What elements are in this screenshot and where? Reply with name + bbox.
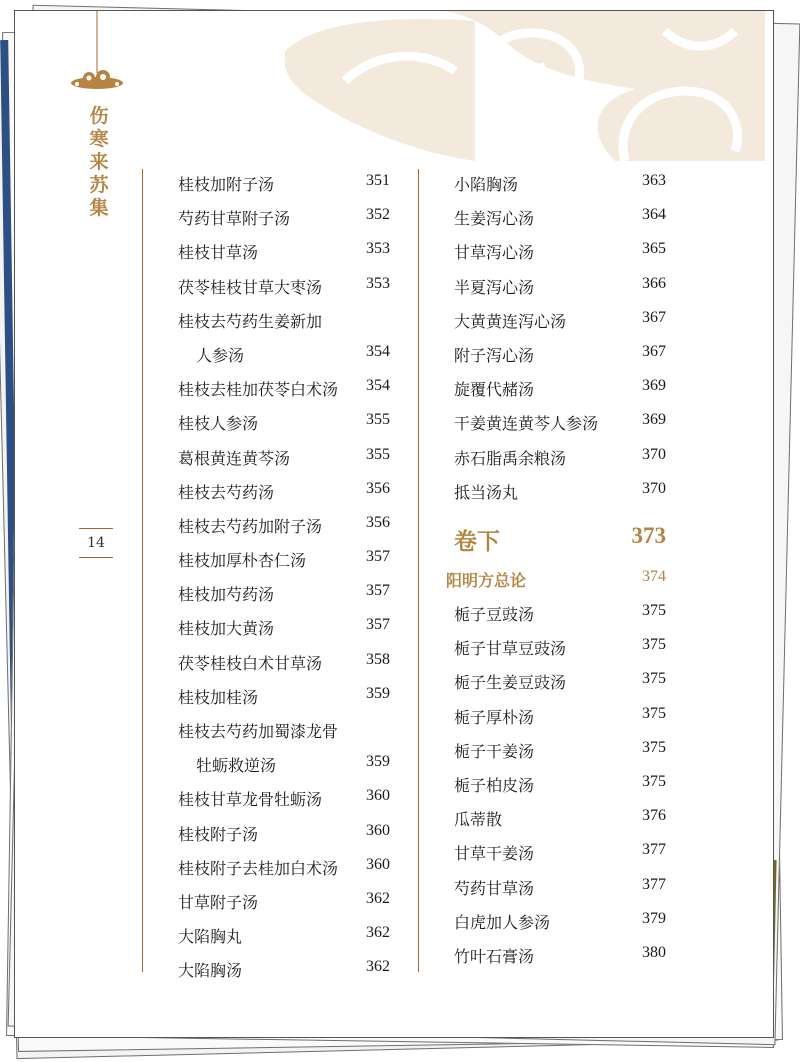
toc-entry[interactable] [454, 698, 666, 732]
toc-entry-page: 351 [366, 172, 390, 189]
toc-entry-page: 362 [366, 958, 390, 976]
toc-entry[interactable] [454, 869, 666, 903]
toc-entry-title: 桂枝去芍药生姜新加 [178, 311, 323, 331]
toc-entry-page: 365 [642, 240, 666, 258]
toc-entry[interactable] [454, 937, 666, 971]
toc-entry[interactable] [178, 404, 390, 438]
toc-entry-page: 357 [366, 616, 390, 634]
toc-entry-page: 360 [366, 821, 390, 839]
toc-entry-title: 大陷胸丸 [178, 927, 243, 947]
toc-entry[interactable] [178, 644, 390, 678]
toc-entry[interactable] [454, 595, 666, 629]
toc-entry-title: 干姜黄连黄芩人参汤 [454, 414, 599, 434]
toc-entry[interactable] [178, 575, 390, 609]
toc-entry-title: 白虎加人参汤 [454, 912, 551, 932]
toc-entry-title: 桂枝加大黄汤 [178, 619, 275, 639]
toc-entry-title: 阳明方总论 [446, 570, 527, 590]
toc-entry-title: 栀子豆豉汤 [454, 605, 535, 625]
toc-entry[interactable] [178, 439, 390, 473]
toc-entry-title: 附子泻心汤 [454, 345, 535, 365]
toc-entry-title: 桂枝加芍药汤 [178, 585, 275, 605]
toc-entry[interactable] [178, 302, 390, 336]
toc-entry-page: 374 [642, 567, 666, 585]
toc-entry-title: 半夏泻心汤 [454, 277, 535, 297]
toc-entry-page: 363 [642, 172, 666, 189]
toc-entry-title: 生姜泻心汤 [454, 209, 535, 229]
toc-entry-page: 354 [366, 342, 390, 360]
toc-entry-title: 卷下 [454, 527, 500, 555]
toc-entry[interactable] [454, 800, 666, 834]
toc-entry-title: 葛根黄连黄芩汤 [178, 448, 291, 468]
toc-entry-page: 379 [642, 909, 666, 927]
toc-entry-title: 竹叶石膏汤 [454, 946, 535, 966]
toc-entry-page: 353 [366, 240, 390, 258]
toc-entry-title: 大黄黄连泻心汤 [454, 311, 567, 331]
toc-entry[interactable] [454, 766, 666, 800]
toc-entry[interactable] [178, 849, 390, 883]
toc-entry[interactable] [178, 883, 390, 917]
toc-entry-page: 362 [366, 889, 390, 907]
toc-entry-title: 赤石脂禹余粮汤 [454, 448, 567, 468]
toc-entry-page: 358 [366, 650, 390, 668]
toc-entry[interactable] [454, 629, 666, 663]
toc-entry-title: 桂枝去芍药加蜀漆龙骨 [178, 722, 339, 741]
toc-entry[interactable] [178, 199, 390, 233]
toc-entry-page: 356 [366, 513, 390, 531]
toc-entry-title: 茯苓桂枝甘草大枣汤 [178, 277, 323, 297]
toc-entry-page: 370 [642, 479, 666, 497]
toc-entry-page: 367 [642, 308, 666, 326]
toc-entry-page: 373 [631, 522, 666, 548]
toc-entry[interactable] [454, 404, 666, 438]
toc-entry-title: 桂枝人参汤 [178, 414, 259, 434]
toc-entry-page: 353 [366, 274, 390, 292]
toc-entry[interactable] [454, 199, 666, 233]
toc-entry-page: 376 [642, 807, 666, 825]
cloud-pattern-decoration [285, 11, 765, 161]
toc-entry-title: 栀子生姜豆豉汤 [454, 673, 567, 693]
toc-entry-page: 354 [366, 377, 390, 395]
toc-entry-title: 桂枝去桂加茯苓白术汤 [178, 380, 339, 400]
toc-entry-title: 小陷胸汤 [454, 175, 519, 194]
toc-entry-title: 芍药甘草汤 [454, 878, 535, 898]
toc-entry-title: 牡蛎救逆汤 [196, 756, 277, 776]
toc-entry[interactable] [178, 507, 390, 541]
toc-entry-page: 369 [642, 377, 666, 395]
toc-entry[interactable] [454, 165, 666, 199]
hanging-cloud-ornament-icon [67, 11, 127, 101]
toc-entry-page: 375 [642, 670, 666, 688]
toc-entry-title: 桂枝甘草龙骨牡蛎汤 [178, 790, 323, 810]
toc-entry[interactable] [178, 609, 390, 643]
toc-entry-title: 栀子厚朴汤 [454, 707, 535, 727]
toc-entry[interactable] [178, 370, 390, 404]
toc-entry[interactable] [178, 678, 390, 712]
toc-entry-title: 抵当汤丸 [454, 482, 519, 502]
toc-entry-page: 356 [366, 479, 390, 497]
toc-entry[interactable] [454, 302, 666, 336]
toc-entry-title: 甘草附子汤 [178, 892, 259, 912]
toc-entry[interactable] [178, 712, 390, 746]
toc-entry-title: 桂枝去芍药汤 [178, 482, 275, 502]
toc-entry[interactable] [178, 917, 390, 951]
toc-entry[interactable] [454, 663, 666, 697]
toc-entry-page: 357 [366, 582, 390, 600]
toc-page [14, 10, 774, 1038]
toc-entry-title: 桂枝加桂汤 [178, 687, 259, 707]
toc-entry[interactable] [454, 336, 666, 370]
toc-entry-title: 人参汤 [196, 345, 245, 365]
toc-entry-page: 367 [642, 342, 666, 360]
toc-column-right [446, 165, 666, 971]
toc-entry-title: 桂枝附子汤 [178, 824, 259, 844]
toc-entry[interactable] [454, 834, 666, 868]
toc-entry-page: 360 [366, 787, 390, 805]
toc-entry[interactable] [454, 732, 666, 766]
toc-entry-page: 377 [642, 841, 666, 859]
toc-entry-page: 375 [642, 773, 666, 790]
toc-entry-page: 380 [642, 943, 666, 961]
toc-entry-title: 甘草泻心汤 [454, 243, 535, 263]
toc-column-left [178, 165, 390, 986]
toc-entry-title: 茯苓桂枝白术甘草汤 [178, 653, 323, 673]
toc-entry-page: 357 [366, 548, 390, 566]
toc-entry-page: 375 [642, 636, 666, 654]
toc-entry-title: 桂枝加附子汤 [178, 175, 275, 194]
toc-section-entry[interactable] [454, 507, 666, 561]
toc-entry[interactable] [178, 233, 390, 267]
toc-subsection-entry[interactable] [446, 561, 666, 595]
toc-entry[interactable] [454, 268, 666, 302]
toc-entry-page: 360 [366, 855, 390, 873]
toc-entry-title: 栀子干姜汤 [454, 741, 535, 761]
toc-entry-page: 359 [366, 684, 390, 702]
toc-entry-title: 旋覆代赭汤 [454, 380, 535, 400]
toc-entry-page: 369 [642, 411, 666, 429]
toc-entry-page: 370 [642, 445, 666, 463]
toc-entry-page: 355 [366, 411, 390, 429]
toc-entry[interactable] [178, 336, 390, 370]
toc-entry-page: 362 [366, 924, 390, 942]
toc-entry-page: 364 [642, 206, 666, 224]
toc-entry-title: 栀子甘草豆豉汤 [454, 639, 567, 659]
toc-entry[interactable] [178, 541, 390, 575]
toc-entry-title: 甘草干姜汤 [454, 844, 535, 864]
toc-entry-title: 栀子柏皮汤 [454, 776, 535, 795]
toc-entry[interactable] [178, 746, 390, 780]
toc-entry-page: 352 [366, 206, 390, 224]
column-rule-middle [418, 169, 419, 972]
toc-entry-page: 355 [366, 445, 390, 463]
toc-entry-page: 377 [642, 875, 666, 893]
toc-entry-page: 375 [642, 704, 666, 722]
toc-entry[interactable] [178, 815, 390, 849]
toc-entry[interactable] [178, 780, 390, 814]
page-number: 14 [79, 528, 113, 558]
toc-entry[interactable] [178, 951, 390, 985]
toc-entry-page: 375 [642, 738, 666, 756]
toc-entry[interactable] [454, 473, 666, 507]
column-rule-left [142, 169, 143, 972]
toc-entry-title: 桂枝附子去桂加白术汤 [178, 858, 339, 878]
toc-entry-title: 桂枝去芍药加附子汤 [178, 516, 323, 536]
toc-entry-title: 桂枝加厚朴杏仁汤 [178, 551, 307, 571]
toc-entry[interactable] [454, 903, 666, 937]
toc-entry[interactable] [178, 165, 390, 199]
book-title-vertical: 伤寒来苏集 [89, 105, 109, 219]
toc-entry-title: 桂枝甘草汤 [178, 243, 259, 263]
toc-entry[interactable] [454, 370, 666, 404]
toc-entry[interactable] [178, 268, 390, 302]
toc-entry[interactable] [454, 439, 666, 473]
toc-entry-page: 375 [642, 602, 666, 620]
toc-entry-page: 366 [642, 274, 666, 292]
toc-entry-title: 芍药甘草附子汤 [178, 209, 291, 229]
toc-entry-page: 359 [366, 753, 390, 771]
toc-entry[interactable] [178, 473, 390, 507]
toc-entry-title: 瓜蒂散 [454, 810, 503, 830]
toc-entry[interactable] [454, 233, 666, 267]
toc-entry-title: 大陷胸汤 [178, 961, 243, 981]
